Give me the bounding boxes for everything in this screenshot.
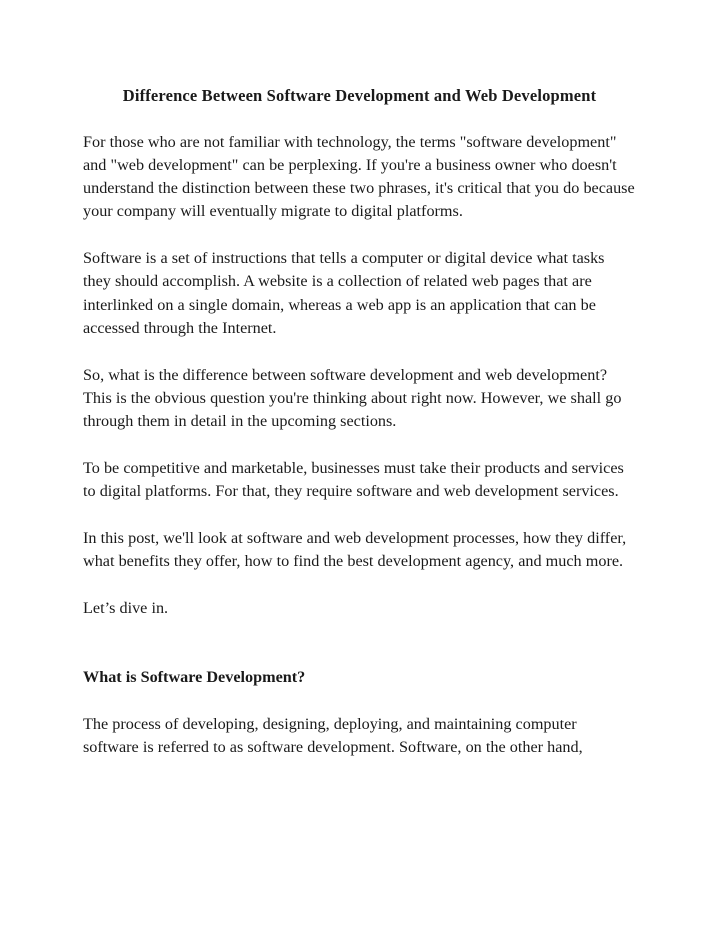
question-paragraph: So, what is the difference between software development and web development? This is the obvious question you're thinking about right now. However, we shall go through them in detail in the upcoming sections. xyxy=(83,365,622,431)
competitiveness-paragraph: To be competitive and marketable, businesses must take their products and services to digital platforms. For that, they require software and web development services. xyxy=(83,458,624,501)
title-spacer xyxy=(83,107,636,130)
heading-spacer xyxy=(83,643,636,666)
intro-paragraph: For those who are not familiar with technology, the terms "software development" and "web development" can be perplexing. If you're a business owner who doesn't understand the distinction between these two phrases, it's critical that you do because your company will eventually migrate to digital platforms. xyxy=(83,132,635,221)
post-overview-paragraph: In this post, we'll look at software and web development processes, how they differ, what benefits they offer, how to find the best development agency, and much more. xyxy=(83,528,627,570)
page-title: Difference Between Software Development and Web Development xyxy=(122,86,597,105)
what-is-software-development-heading: What is Software Development? xyxy=(83,668,306,687)
software-development-definition-paragraph: The process of developing, designing, deploying, and maintaining computer software is referred to as software development. Software, on the other hand, xyxy=(83,715,583,757)
dive-in-paragraph: Let’s dive in. xyxy=(83,598,169,617)
definitions-paragraph: Software is a set of instructions that tells a computer or digital device what tasks they should accomplish. A website is a collection of related web pages that are interlinked on a single domain, whereas a web app is an application that can be accessed through the Internet. xyxy=(83,249,605,337)
document-body xyxy=(83,84,636,760)
